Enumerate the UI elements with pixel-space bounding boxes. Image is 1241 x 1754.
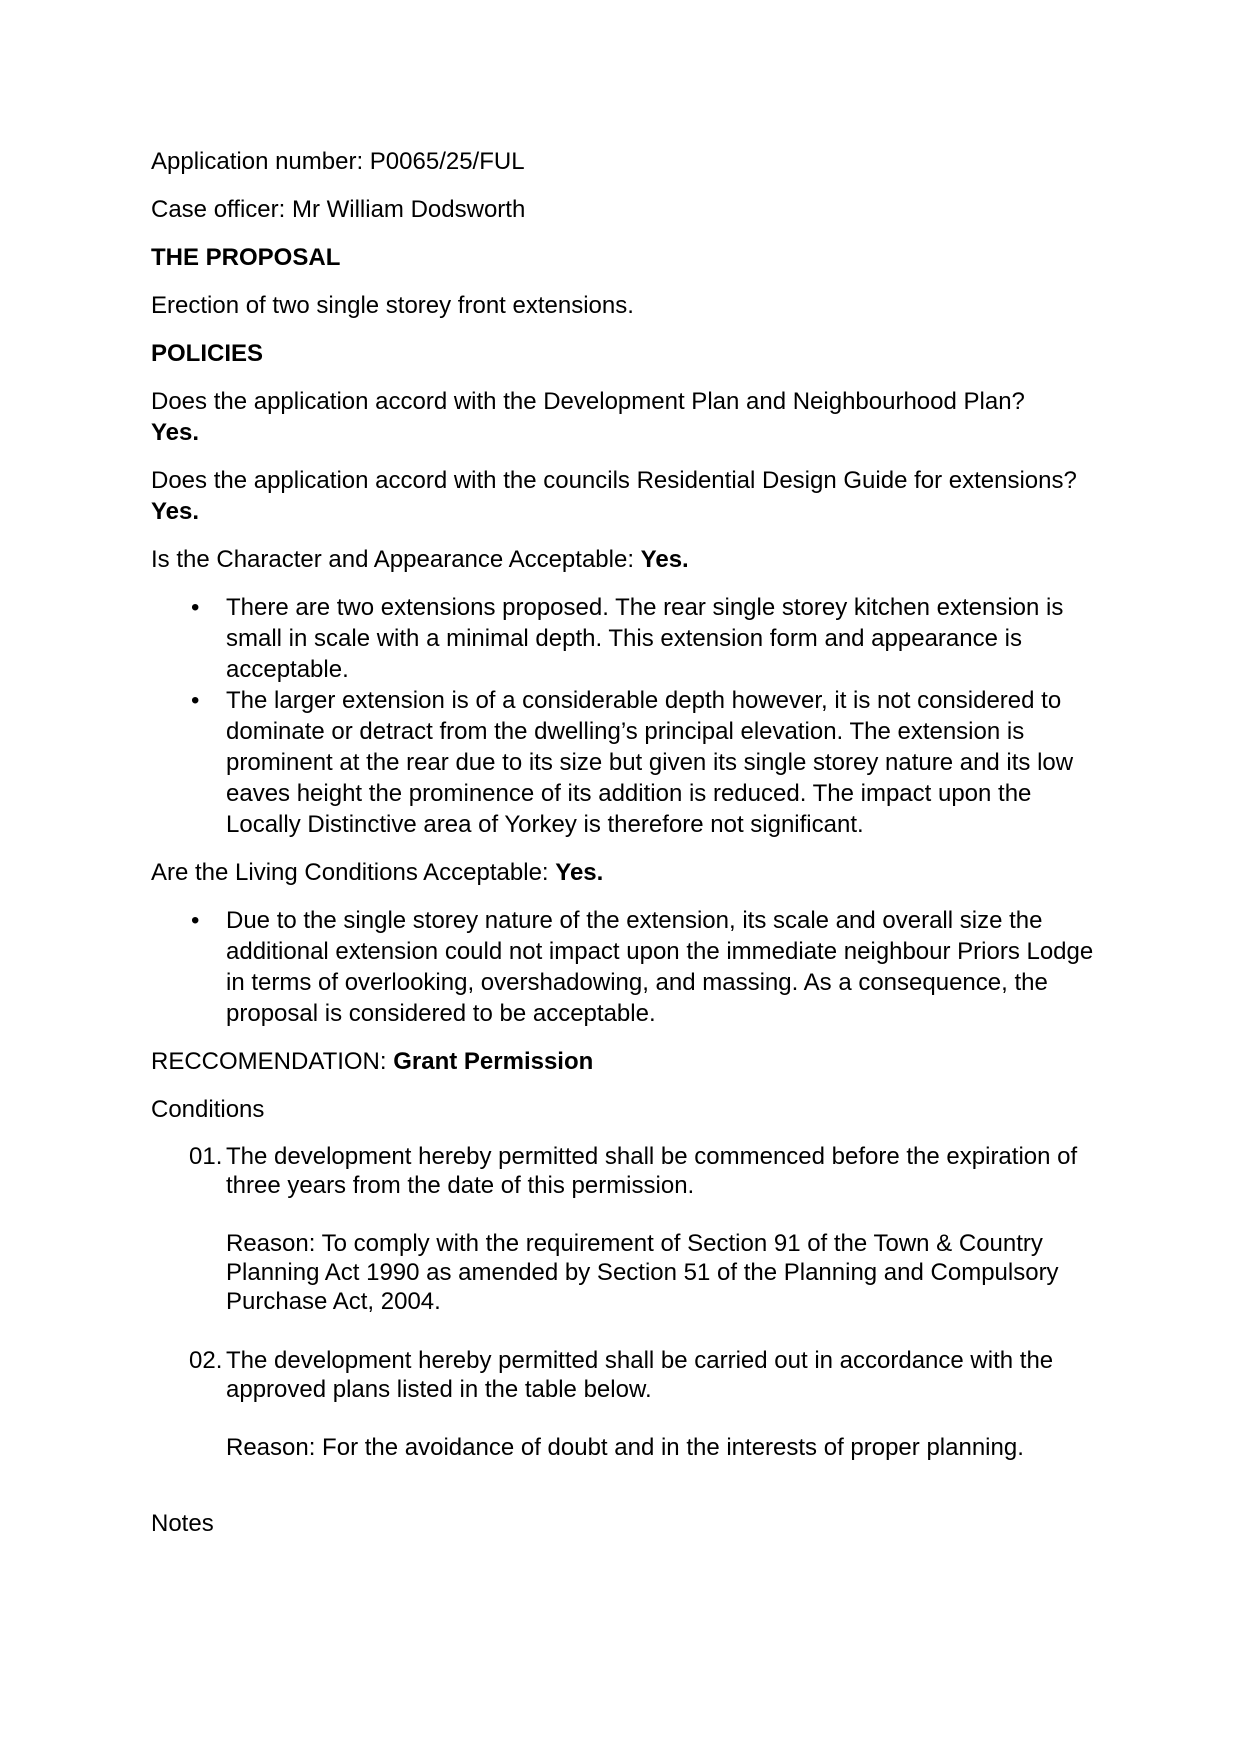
proposal-heading: THE PROPOSAL	[151, 244, 341, 271]
question-text: Does the application accord with the Development Plan and Neighbourhood Plan?	[151, 388, 1025, 415]
conditions-heading: Conditions	[151, 1096, 265, 1123]
answer: Yes.	[640, 546, 689, 573]
answer: Yes.	[151, 498, 200, 525]
policy-question-design-guide	[151, 465, 1111, 527]
character-bullet-list	[151, 592, 1111, 840]
living-bullet-list	[151, 905, 1111, 1029]
policy-question-character	[151, 544, 1111, 575]
list-item-text: The larger extension is of a considerable depth however, it is not considered to dominate or detract from the dwelling’s principal elevation. The extension is prominent at the rear due to its size but given its single storey nature and its low eaves height the prominence of its addition is reduced. The impact upon the Locally Distinctive area of Yorkey is therefore not significant.	[226, 687, 1074, 838]
policies-heading: POLICIES	[151, 340, 264, 367]
list-item	[151, 592, 1111, 685]
condition-reason: Reason: To comply with the requirement of Section 91 of the Town & Country Planning Act 1990 as amended by Section 51 of the Planning and Compulsory Purchase Act, 2004.	[226, 1230, 1059, 1315]
policy-question-living-conditions	[151, 857, 1111, 888]
list-item	[151, 685, 1111, 840]
conditions-list	[151, 1142, 1111, 1462]
condition-text: The development hereby permitted shall be commenced before the expiration of three years from the date of this permission.	[226, 1143, 1078, 1199]
notes-heading: Notes	[151, 1510, 214, 1537]
recommendation-label: RECCOMENDATION:	[151, 1048, 387, 1075]
condition-number: 01.	[189, 1143, 223, 1170]
list-item-text: Due to the single storey nature of the extension, its scale and overall size the additional extension could not impact upon the immediate neighbour Priors Lodge in terms of overlooking, overshadowing, and massing. As a consequence, the proposal is considered to be acceptable.	[226, 907, 1094, 1027]
answer: Yes.	[555, 859, 604, 886]
recommendation-value: Grant Permission	[393, 1048, 594, 1075]
case-officer: Case officer: Mr William Dodsworth	[151, 196, 526, 223]
answer: Yes.	[151, 419, 200, 446]
policy-question-development-plan	[151, 386, 1111, 448]
condition-text: The development hereby permitted shall be carried out in accordance with the approved plans listed in the table below.	[226, 1347, 1054, 1403]
application-number: Application number: P0065/25/FUL	[151, 148, 525, 175]
condition-reason: Reason: For the avoidance of doubt and in the interests of proper planning.	[226, 1434, 1024, 1461]
question-text: Are the Living Conditions Acceptable:	[151, 859, 549, 886]
condition-number: 02.	[189, 1347, 223, 1374]
condition-item	[151, 1142, 1111, 1316]
bullet-icon: •	[191, 907, 200, 934]
question-text: Does the application accord with the councils Residential Design Guide for extensions?	[151, 467, 1077, 494]
bullet-icon: •	[191, 594, 200, 621]
question-text: Is the Character and Appearance Acceptable:	[151, 546, 634, 573]
recommendation	[151, 1046, 1111, 1077]
list-item-text: There are two extensions proposed. The rear single storey kitchen extension is small in scale with a minimal depth. This extension form and appearance is acceptable.	[226, 594, 1064, 683]
document-page	[151, 146, 1111, 1556]
proposal-text: Erection of two single storey front extensions.	[151, 292, 634, 319]
condition-item	[151, 1346, 1111, 1462]
bullet-icon: •	[191, 687, 200, 714]
list-item	[151, 905, 1111, 1029]
